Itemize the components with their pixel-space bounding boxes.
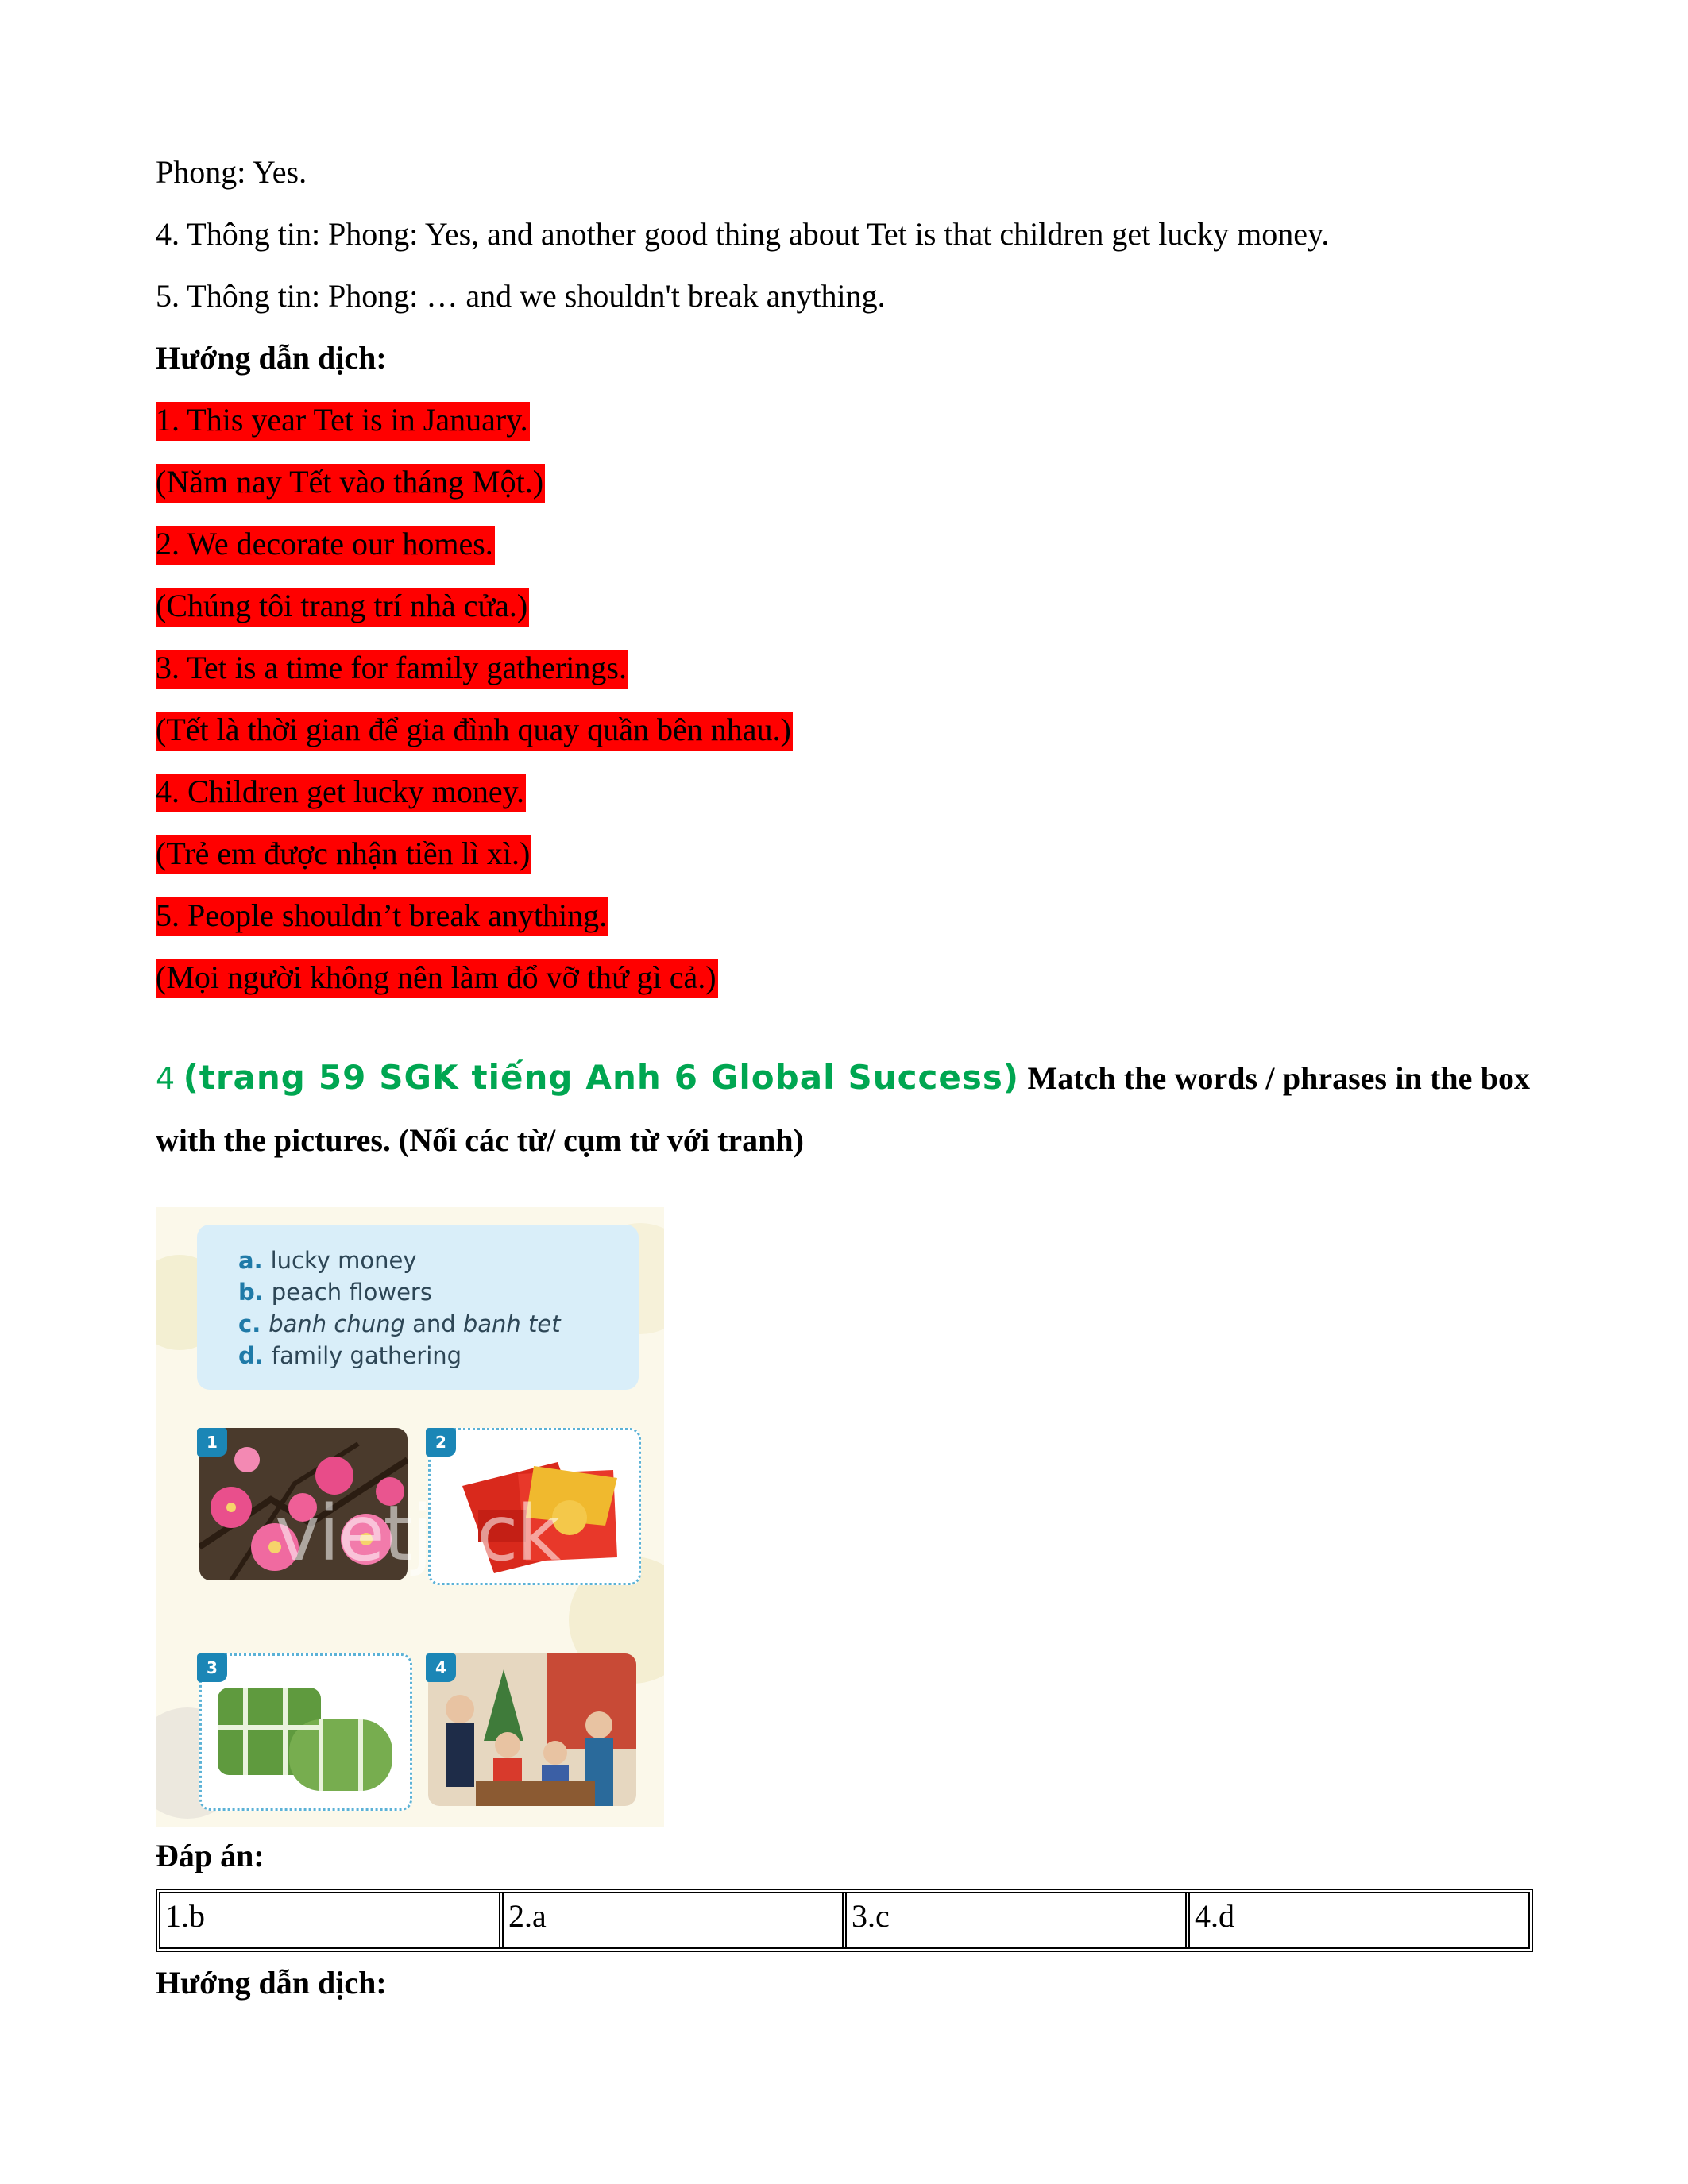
translation-1-vi: (Năm nay Tết vào tháng Một.) xyxy=(156,464,545,503)
word-box-item-c: c. banh chung and banh tet xyxy=(238,1310,561,1337)
answer-table xyxy=(156,1889,1533,1952)
guide-heading-2: Hướng dẫn dịch: xyxy=(156,1965,387,2001)
guide-heading: Hướng dẫn dịch: xyxy=(156,340,387,376)
intro-line-3: 5. Thông tin: Phong: … and we shouldn't break anything. xyxy=(156,278,886,314)
family-gathering-image xyxy=(428,1653,636,1806)
translation-3-vi: (Tết là thời gian để gia đình quay quần bên nhau.) xyxy=(156,712,793,751)
question-number: 4 xyxy=(156,1061,176,1096)
question-4 xyxy=(156,1047,1530,1171)
translation-2-vi: (Chúng tôi trang trí nhà cửa.) xyxy=(156,588,529,627)
translation-3-en: 3. Tet is a time for family gatherings. xyxy=(156,650,628,689)
intro-line-2: 4. Thông tin: Phong: Yes, and another good thing about Tet is that children get lucky money. xyxy=(156,216,1330,252)
banh-chung-image xyxy=(202,1656,410,1808)
intro-line-1: Phong: Yes. xyxy=(156,154,307,190)
word-box-item-d: d. family gathering xyxy=(238,1342,462,1369)
translation-4-en: 4. Children get lucky money. xyxy=(156,774,526,812)
translation-1-en: 1. This year Tet is in January. xyxy=(156,402,530,441)
picture-number-2: 2 xyxy=(426,1428,456,1457)
picture-number-1: 1 xyxy=(197,1428,227,1457)
watermark-text: vietjack xyxy=(275,1489,560,1578)
document-page xyxy=(156,151,1531,2001)
answer-cell-4: 4.d xyxy=(1195,1898,1234,1934)
answer-cell-1: 1.b xyxy=(160,1893,504,1947)
picture-number-3: 3 xyxy=(197,1653,227,1682)
question-instruction: Match the words / phrases in the box with the pictures. (Nối các từ/ cụm từ với tranh) xyxy=(156,1060,1531,1158)
textbook-illustration xyxy=(156,1207,664,1827)
translation-5-vi: (Mọi người không nên làm đổ vỡ thứ gì cả.) xyxy=(156,959,718,998)
word-box-item-a: a. lucky money xyxy=(238,1247,417,1274)
picture-number-4: 4 xyxy=(426,1653,456,1682)
translation-2-en: 2. We decorate our homes. xyxy=(156,526,495,565)
question-source: (trang 59 SGK tiếng Anh 6 Global Success) xyxy=(183,1058,1020,1097)
answer-cell-2: 2.a xyxy=(504,1893,847,1947)
word-box xyxy=(197,1225,639,1390)
translation-5-en: 5. People shouldn’t break anything. xyxy=(156,897,608,936)
picture-banh-chung xyxy=(199,1653,412,1811)
translation-4-vi: (Trẻ em được nhận tiền lì xì.) xyxy=(156,835,531,874)
answer-heading: Đáp án: xyxy=(156,1838,265,1873)
answer-cell-3: 3.c xyxy=(847,1893,1190,1947)
word-box-item-b: b. peach flowers xyxy=(238,1279,432,1306)
picture-family-gathering xyxy=(428,1653,636,1806)
